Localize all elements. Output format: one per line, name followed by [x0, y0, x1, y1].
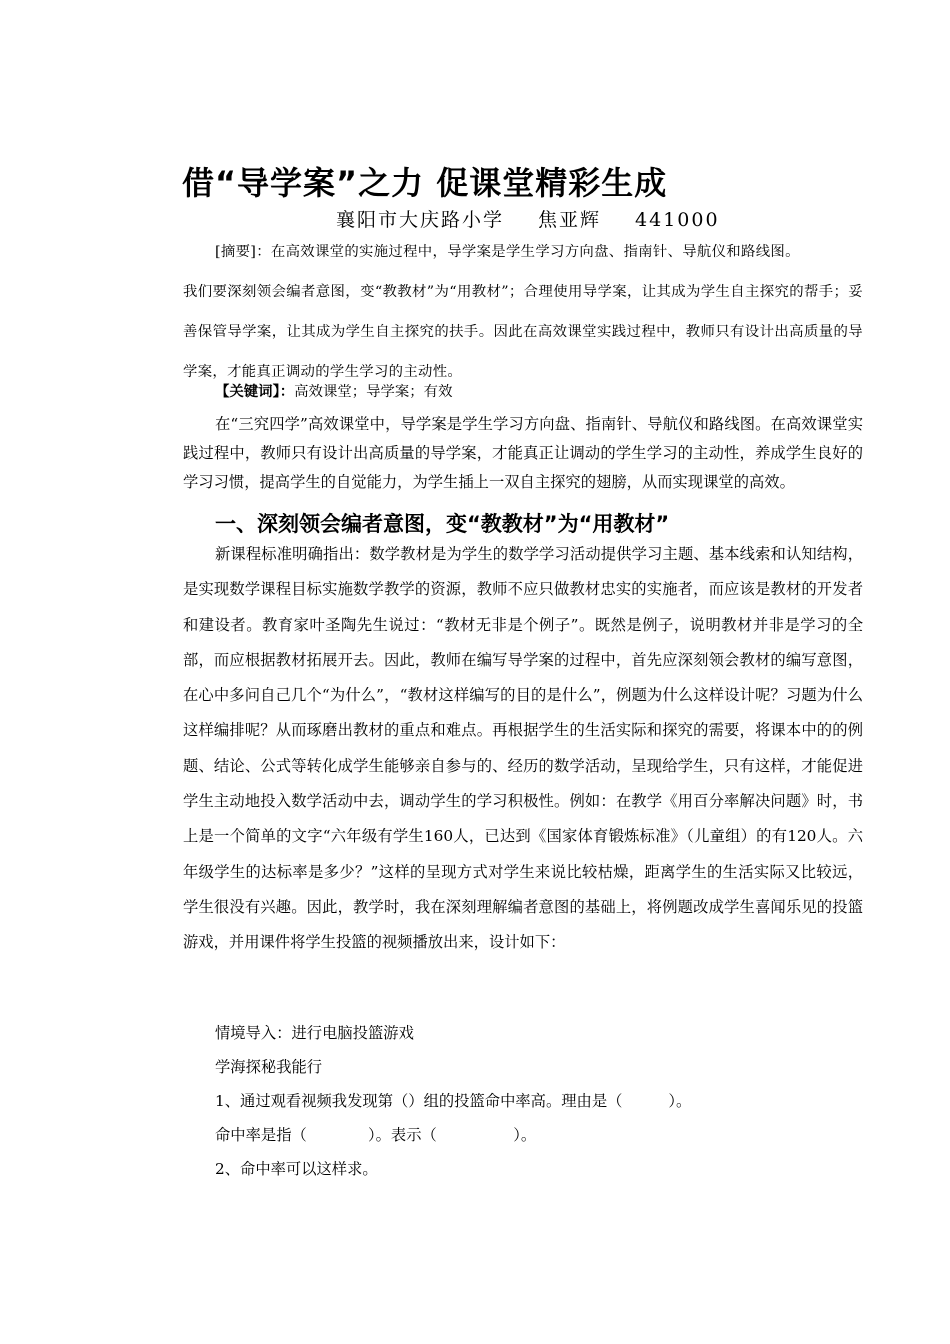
- keywords-label: 【关键词】：: [215, 384, 295, 400]
- postcode: 441000: [635, 209, 720, 231]
- exercise-line: 命中率是指（ ）。表示（ ）。: [215, 1126, 537, 1144]
- section-heading: 一、深刻领会编者意图，变“教教材”为“用教材”: [215, 512, 670, 536]
- abstract: [183, 232, 863, 392]
- intro-paragraph: 在“三究四学”高效课堂中，导学案是学生学习方向盘、指南针、导航仪和路线图。在高效课堂实践过程中，教师只有设计出高质量的导学案，才能真正让调动的学生学习的主动性，养成学生良好的学习习惯，提高学生的自觉能力，为学生插上一双自主探究的翅膀，从而实现课堂的高效。: [183, 415, 863, 491]
- document-title: 借“导学案”之力 促课堂精彩生成: [182, 164, 668, 202]
- author-name: 焦亚辉: [538, 209, 602, 231]
- exercise-line: 1、通过观看视频我发现第（）组的投篮命中率高。理由是（ ）。: [215, 1092, 692, 1110]
- keywords-value: 高效课堂；导学案；有效: [294, 384, 453, 400]
- exercise-lines: [215, 1016, 855, 1186]
- exercise-line: 情境导入：进行电脑投篮游戏: [215, 1024, 414, 1042]
- exercise-line: 学海探秘我能行: [215, 1058, 323, 1076]
- school-name: 襄阳市大庆路小学: [336, 209, 505, 231]
- section-paragraph: 新课程标准明确指出：数学教材是为学生的数学学习活动提供学习主题、基本线索和认知结构，是实现数学课程目标实施数学教学的资源，教师不应只做教材忠实的实施者，而应该是教材的开发者和建设者。教育家叶圣陶先生说过：“教材无非是个例子”。既然是例子，说明教材并非是学习的全部，而应根据教材拓展开去。因此，教师在编写导学案的过程中，首先应深刻领会教材的编写意图，在心中多问自己几个“为什么”，“教材这样编写的目的是什么”，例题为什么这样设计呢？习题为什么这样编排呢？从而琢磨出教材的重点和难点。再根据学生的生活实际和探究的需要，将课本中的的例题、结论、公式等转化成学生能够亲自参与的、经历的数学活动，呈现给学生，只有这样，才能促进学生主动地投入数学活动中去，调动学生的学习积极性。例如：在教学《用百分率解决问题》时，书上是一个简单的文字“六年级有学生160人，已达到《国家体育锻炼标准》（儿童组）的有120人。六年级学生的达标率是多少？”这样的呈现方式对学生来说比较枯燥，距离学生的生活实际又比较远，学生很没有兴趣。因此，教学时，我在深刻理解编者意图的基础上，将例题改成学生喜闻乐见的投篮游戏，并用课件将学生投篮的视频播放出来，设计如下：: [183, 545, 863, 952]
- abstract-first-line: [摘要]：在高效课堂的实施过程中，导学案是学生学习方向盘、指南针、导航仪和路线图。: [215, 244, 800, 260]
- byline: [336, 206, 856, 234]
- exercise-line: 2、命中率可以这样求。: [215, 1160, 378, 1178]
- keywords: [183, 374, 863, 410]
- abstract-body: 我们要深刻领会编者意图，变“教教材”为“用教材”；合理使用导学案，让其成为学生自主探究的帮手；妥善保管导学案，让其成为学生自主探究的扶手。因此在高效课堂实践过程中，教师只有设计出高质量的导学案，才能真正调动的学生学习的主动性。: [183, 284, 863, 380]
